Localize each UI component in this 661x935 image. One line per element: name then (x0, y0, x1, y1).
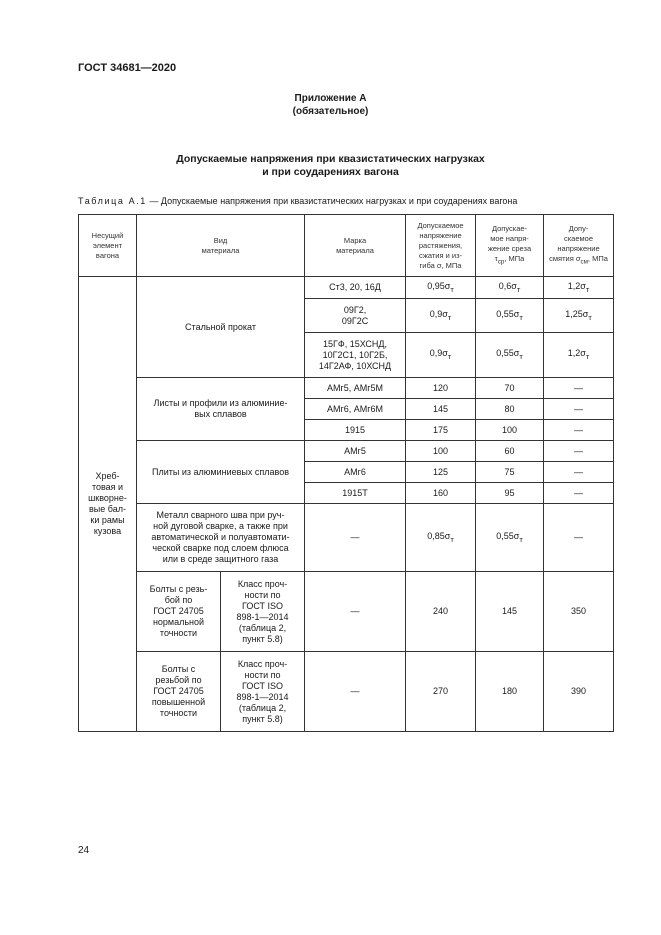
material-cell (137, 572, 221, 652)
cell-line: точности (159, 628, 198, 638)
table-row (79, 572, 614, 652)
header-line (478, 254, 541, 268)
value-text: 0,95 (427, 280, 445, 291)
cell-line: вые бал- (89, 504, 126, 514)
cell-line: ГОСТ ISO (241, 600, 284, 611)
header-tension (406, 215, 476, 277)
cell-line: Болты с (161, 664, 196, 674)
grade-cell: АМг6, АМг6М (305, 399, 406, 420)
cell-line: 898-1—2014 (236, 611, 289, 622)
cell-line: 09Г2С (341, 315, 369, 326)
bearing-cell: — (544, 483, 614, 504)
cell-line: ной дуговой сварке, а также при (153, 521, 288, 531)
class-cell (221, 652, 305, 732)
bearing-symbol: смятия σ (549, 253, 581, 263)
element-cell (79, 277, 137, 732)
value-text: 1,2 (567, 348, 581, 359)
value-text: 0,55 (496, 308, 514, 319)
value-text: 1,2 (567, 280, 581, 291)
sigma-subscript: т (447, 351, 452, 361)
sigma-symbol: σ (580, 348, 586, 359)
bearing-cell: 350 (544, 572, 614, 652)
table-caption (78, 196, 517, 206)
cell-line: пункт 5.8) (242, 713, 283, 724)
tension-cell: 270 (406, 652, 476, 732)
cell-line: автоматической и полуавтомати- (151, 532, 290, 542)
sigma-symbol: σ (513, 530, 520, 541)
shear-cell: 70 (476, 378, 544, 399)
shear-cell: 95 (476, 483, 544, 504)
cell-line: 09Г2, (343, 304, 367, 315)
grade-cell: — (305, 504, 406, 572)
bearing-cell: — (544, 420, 614, 441)
header-line: элемент (92, 240, 123, 250)
cell-line: шкворне- (88, 493, 127, 503)
shear-cell (476, 299, 544, 333)
header-material (137, 215, 305, 277)
cell-line: нормальной (152, 617, 205, 627)
sigma-symbol: σ (513, 348, 520, 359)
header-line: Вид (213, 235, 228, 245)
tau-symbol: τ (494, 253, 498, 263)
tension-cell (406, 277, 476, 299)
sigma-subscript: т (519, 351, 523, 361)
grade-cell: АМг6 (305, 462, 406, 483)
header-line: Допускаемое (417, 220, 464, 230)
value-text: 1,25 (565, 308, 583, 319)
bearing-cell: — (544, 399, 614, 420)
section-heading-line: и при соударениях вагона (262, 166, 399, 178)
material-cell (137, 652, 221, 732)
shear-cell (476, 504, 544, 572)
cell-line: (таблица 2, (238, 702, 287, 713)
table-caption-text: — Допускаемые напряжения при квазистатических нагрузках и при соударениях вагона (146, 196, 518, 206)
header-line: Марка (343, 235, 367, 245)
header-grade (305, 215, 406, 277)
sigma-subscript: т (585, 351, 590, 361)
shear-cell: 145 (476, 572, 544, 652)
bearing-cell: — (544, 504, 614, 572)
table-row (79, 378, 614, 399)
grade-cell (305, 299, 406, 333)
material-cell (137, 277, 305, 378)
sigma-symbol: σ (442, 308, 448, 319)
cell-line: товая и (91, 482, 124, 492)
material-cell: Плиты из алюминиевых сплавов (137, 441, 305, 504)
sigma-symbol: σ (444, 530, 451, 541)
cell-line: 10Г2С1, 10Г2Б, (322, 349, 388, 360)
appendix-heading (0, 92, 661, 118)
cell-line: ГОСТ ISO (241, 680, 284, 691)
bearing-cell (544, 299, 614, 333)
stress-table (78, 214, 614, 732)
cell-line: ности по (244, 669, 281, 680)
sigma-subscript: т (447, 312, 452, 322)
tension-cell: 100 (406, 441, 476, 462)
header-shear (476, 215, 544, 277)
table-row (79, 652, 614, 732)
tension-cell (406, 333, 476, 378)
table-row (79, 504, 614, 572)
shear-cell: 75 (476, 462, 544, 483)
sigma-symbol: σ (582, 308, 589, 319)
header-line: гиба σ, МПа (419, 260, 462, 270)
sigma-symbol: σ (442, 348, 448, 359)
value-text: 0,55 (496, 348, 514, 359)
grade-cell: АМг5 (305, 441, 406, 462)
cell-line: Металл сварного шва при руч- (156, 510, 285, 520)
grade-cell (305, 333, 406, 378)
section-heading-line: Допускаемые напряжения при квазистатических нагрузках (176, 153, 485, 165)
cell-line: 14Г2АФ, 10ХСНД (318, 360, 392, 371)
table-row (79, 441, 614, 462)
tension-cell: 145 (406, 399, 476, 420)
header-line: материала (336, 245, 374, 255)
cell-line: повышенной (151, 697, 206, 707)
header-line: скаемое (563, 233, 594, 243)
value-text: 0,9 (429, 348, 443, 359)
sigma-symbol: σ (580, 280, 586, 291)
bearing-cell: — (544, 441, 614, 462)
grade-cell (305, 277, 406, 299)
value-text: 0,85 (427, 530, 445, 541)
header-line: Допускае- (491, 223, 528, 233)
material-text: Стальной прокат (185, 321, 256, 332)
material-cell (137, 378, 305, 441)
tension-cell: 240 (406, 572, 476, 652)
header-line: Несущий (91, 230, 124, 240)
tension-cell: 160 (406, 483, 476, 504)
grade-cell: — (305, 572, 406, 652)
header-line: материала (201, 245, 240, 255)
cell-line: резьбой по (155, 675, 202, 685)
document-code: ГОСТ 34681—2020 (78, 62, 177, 74)
cell-line: пункт 5.8) (242, 633, 283, 644)
header-bearing (544, 215, 614, 277)
header-line: сжатия и из- (419, 250, 463, 260)
cell-line: ки рамы (90, 515, 125, 525)
cell-line: ГОСТ 24705 (153, 606, 204, 616)
cell-line: ГОСТ 24705 (153, 686, 204, 696)
shear-cell (476, 277, 544, 299)
page-number: 24 (78, 845, 90, 856)
cell-line: бой по (164, 595, 193, 605)
shear-cell (476, 333, 544, 378)
cell-line: (таблица 2, (238, 622, 287, 633)
header-line: жение среза (487, 243, 532, 253)
header-line (546, 254, 611, 268)
cell-line: Болты с резь- (149, 584, 208, 594)
cell-line: вых сплавов (194, 409, 247, 419)
sigma-symbol: σ (444, 280, 451, 291)
section-heading (0, 153, 661, 179)
sigma-subscript: т (450, 284, 454, 294)
value-text: 0,6 (498, 280, 512, 291)
appendix-title: Приложение А (294, 93, 367, 104)
header-line: мое напря- (490, 233, 529, 243)
bearing-cell: 390 (544, 652, 614, 732)
sigma-subscript: т (588, 312, 592, 322)
header-line: напряжение (557, 243, 600, 253)
grade-cell: 1915Т (305, 483, 406, 504)
cell-line: 898-1—2014 (236, 691, 289, 702)
shear-cell: 180 (476, 652, 544, 732)
cell-line: Класс проч- (237, 578, 288, 589)
header-line: Допу- (568, 223, 589, 233)
tension-cell (406, 299, 476, 333)
cell-line: Листы и профили из алюминие- (153, 398, 288, 408)
shear-cell: 60 (476, 441, 544, 462)
cell-line: Хреб- (95, 471, 120, 481)
sigma-subscript: т (450, 534, 454, 544)
value-text: 0,55 (496, 530, 514, 541)
cell-line: Класс проч- (237, 658, 288, 669)
header-line: растяжения, (418, 240, 463, 250)
appendix-subtitle: (обязательное) (292, 106, 369, 117)
tension-cell: 125 (406, 462, 476, 483)
sigma-subscript: т (516, 284, 521, 294)
material-cell (137, 504, 305, 572)
tension-cell: 175 (406, 420, 476, 441)
cell-line: Ст3, 20, 16Д (329, 282, 381, 292)
cell-line: точности (159, 708, 198, 718)
sigma-symbol: σ (511, 280, 517, 291)
cell-line: ческой сварке под слоем флюса (152, 543, 289, 553)
bearing-cell (544, 277, 614, 299)
bearing-subscript: см (580, 258, 588, 266)
value-text: 0,9 (429, 308, 443, 319)
unit-text: , МПа (504, 253, 525, 263)
table-row (79, 277, 614, 299)
grade-cell: — (305, 652, 406, 732)
shear-cell: 80 (476, 399, 544, 420)
table-header-row (79, 215, 614, 277)
class-cell (221, 572, 305, 652)
grade-cell: 1915 (305, 420, 406, 441)
table-caption-label: Таблица А.1 (78, 196, 147, 206)
sigma-symbol: σ (513, 308, 520, 319)
shear-cell: 100 (476, 420, 544, 441)
bearing-cell: — (544, 462, 614, 483)
tension-cell (406, 504, 476, 572)
grade-cell: АМг5, АМг5М (305, 378, 406, 399)
cell-line: или в среде защитного газа (162, 554, 279, 564)
unit-text: , МПа (587, 253, 608, 263)
cell-line: кузова (93, 526, 122, 536)
bearing-cell (544, 333, 614, 378)
bearing-cell: — (544, 378, 614, 399)
tau-subscript: ср (497, 258, 505, 266)
sigma-subscript: т (585, 284, 590, 294)
header-line: вагона (95, 250, 120, 260)
tension-cell: 120 (406, 378, 476, 399)
cell-line: 15ГФ, 15ХСНД, (322, 338, 388, 349)
cell-line: ности по (244, 589, 281, 600)
header-element (79, 215, 137, 277)
header-line: напряжение (419, 230, 462, 240)
sigma-subscript: т (519, 312, 523, 322)
sigma-subscript: т (519, 534, 523, 544)
